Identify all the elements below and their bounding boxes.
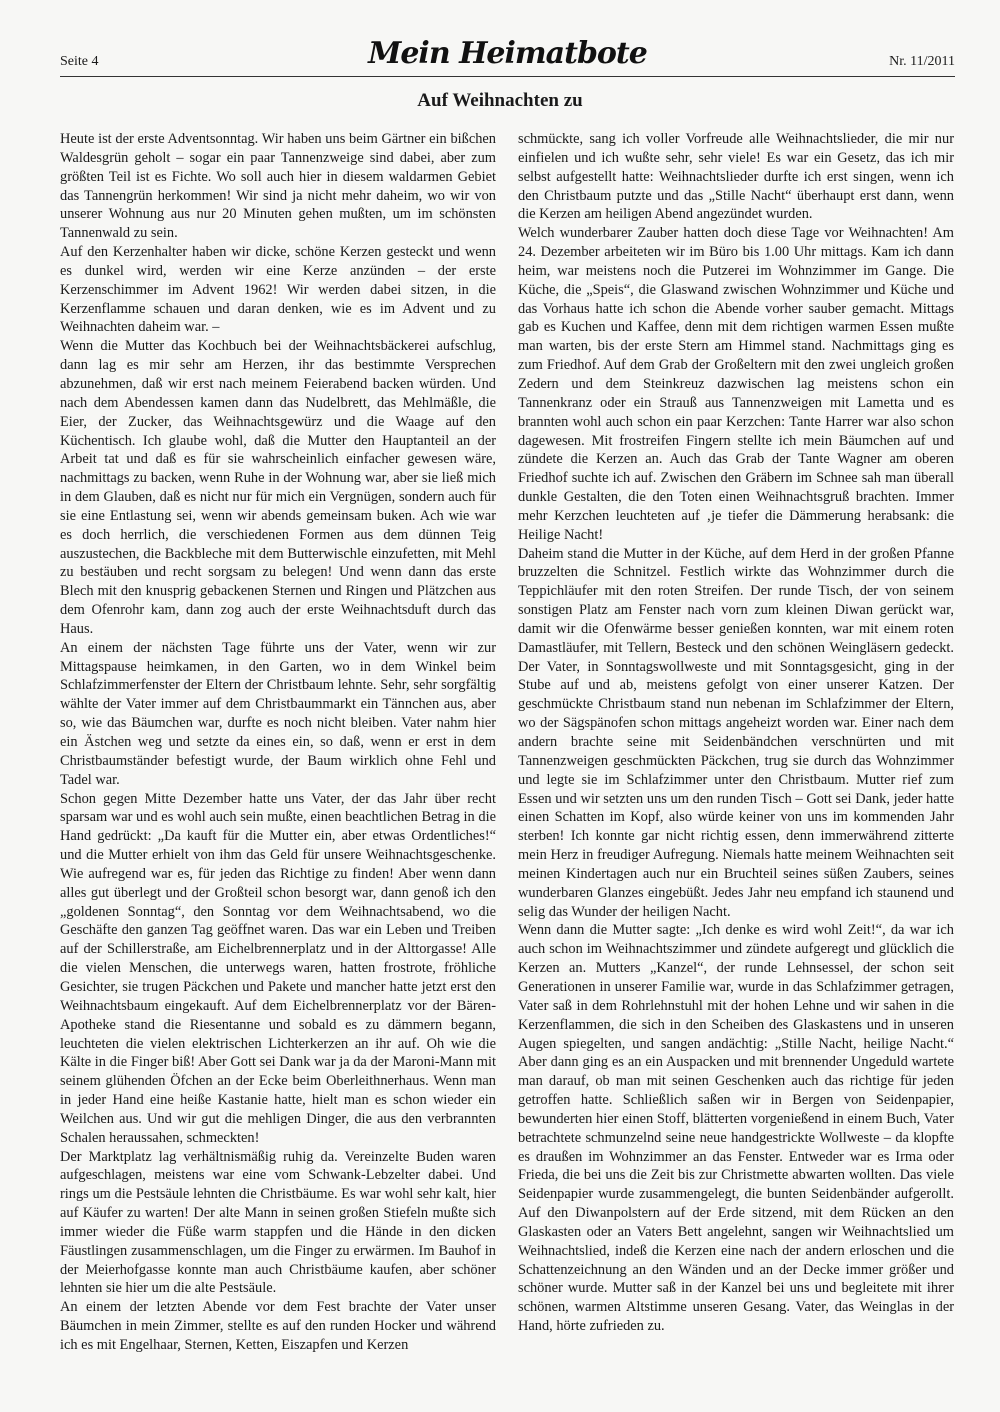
- paragraph: An einem der letzten Abende vor dem Fest brachte der Vater unser Bäumchen in mein Zimmer, stellte es auf den runden Hocker und während ich es mit Engelhaar, Sternen, Ketten, Eiszapfen und Kerzen: [60, 1299, 496, 1353]
- masthead-logo: Mein Heimatbote: [368, 36, 647, 71]
- paragraph: Daheim stand die Mutter in der Küche, auf dem Herd in der großen Pfanne bruzzelten die Schnitzel. Festlich wirkte das Wohnzimmer durch die Teppichläufer mit den roten Streifen. Der runde Tisch, der von seinem sonstigen Platz am Fenster nach vorn zum kleinen Diwan gerückt war, damit wir die Ofenwärme besser genießen konnten, war mit einem roten Damastläufer, mit Tellern, Besteck und den schönen Weingläsern gedeckt. Der Vater, in Sonntagswollweste und mit Sonntagsgesicht, ging in der Stube auf und ab, meistens gefolgt von einer unserer Katzen. Der geschmückte Christbaum stand nun nebenan im Schlafzimmer der Eltern, wo der Sägspänofen schon mittags angeheizt worden war. Einer nach dem andern brachte seine mit Seidenbändchen verschnürten und mit Tannenzweigen geschmückten Päckchen, trug sie durch das Wohnzimmer und legte sie im Schlafzimmer unter den Christbaum. Mutter rief zum Essen und wir setzten uns um den runden Tisch – Gott sei Dank, jeder hatte einen Schatten im Kopf, also würde keiner von uns im kommenden Jahr sterben! Ich konnte gar nicht richtig essen, denn immerwährend zitterte mein Herz in freudiger Aufregung. Niemals hatte meinem Weihnachten seit meinen Kindertagen auch nur ein Bruchteil seines süßen Zaubers, seines wunderbaren Glanzes eingebüßt. Jedes Jahr neu empfand ich staunend und selig das Wunder der heiligen Nacht.: [518, 545, 954, 920]
- paragraph: Heute ist der erste Adventsonntag. Wir haben uns beim Gärtner ein bißchen Waldesgrün geholt – sogar ein paar Tannenzweige sind dabei, aber zum größten Teil ist es Fichte. Wo soll auch hier in diesem waldarmen Gebiet das Tannengrün herkommen! Wir sind ja nicht mehr daheim, wo wir von unserer Wohnung aus nur 20 Minuten gehen mußten, um im schönsten Tannenwald zu sein.: [60, 131, 496, 242]
- paragraph: Auf den Kerzenhalter haben wir dicke, schöne Kerzen gesteckt und wenn es dunkel wird, werden wir eine Kerze anzünden – der erste Kerzenschimmer im Advent 1962! Wir werden dabei sitzen, in die Kerzenflamme schauen und daran denken, wie es im Advent und zu Weihnachten daheim war. –: [60, 244, 496, 336]
- issue-number: Nr. 11/2011: [889, 54, 955, 69]
- page-number: Seite 4: [60, 54, 99, 69]
- paragraph: Wenn dann die Mutter sagte: „Ich denke es wird wohl Zeit!“, da war ich auch schon im Weihnachtszimmer und zündete aufgeregt und glücklich die Kerzen an. Mutters „Kanzel“, der runde Lehnsessel, der schon seit Generationen in unserer Familie war, wurde in das Schlafzimmer getragen, Vater saß in dem Rohrlehnstuhl mit der hohen Lehne und wir sahen in die Kerzenflammen, die sich in den Scheiben des Glaskastens und in unseren Augen spiegelten, und sangen andächtig: „Stille Nacht, heilige Nacht.“ Aber dann ging es an ein Auspacken und mit brennender Ungeduld wartete man darauf, ob man mit seinen Geschenken auch das richtige für jeden getroffen hatte. Schließlich saßen wir in Bergen von Seidenpapier, bewunderten hier einen Stoff, blätterten vorgenießend in einem Buch, Vater betrachtete schmunzelnd seine neue handgestrickte Wollweste – da klopfte es draußen im Wohnzimmer an das Fenster. Entweder war es Irma oder Frieda, die bei uns die Zeit bis zur Christmette abwarten wollten. Das viele Seidenpapier wurde zusammengelegt, die bunten Seidenbänder aufgerollt. Auf den Diwanpolstern auf der Erde sitzend, mit dem Rücken an den Glaskasten oder an Vaters Bett angelehnt, sangen wir Weihnachtslied um Weihnachtslied, indeß die Kerzen eine nach der andern erloschen und die Schattenzeichnung an den Wänden und an der Decke immer größer und schöner wurde. Mutter saß in der Kanzel bei uns und begleitete mit ihrer schönen, warmen Altstimme unseren Gesang. Vater, das Weinglas in der Hand, hörte zufrieden zu.: [518, 922, 954, 1335]
- paragraph: An einem der nächsten Tage führte uns der Vater, wenn wir zur Mittagspause heimkamen, in den Garten, wo in dem Winkel beim Schlafzimmerfenster der Eltern der Christbaum lehnte. Sehr, sehr sorgfältig wählte der Vater immer auf dem Christbaummarkt ein Tännchen aus, aber so, wie das Bäumchen war, durfte es noch nicht bleiben. Vater nahm hier ein Ästchen weg und setzte da eines ein, so daß, wenn er erst in dem Christbaumständer befestigt wurde, der Baum wirklich ohne Fehl und Tadel war.: [60, 639, 496, 788]
- paragraph: Welch wunderbarer Zauber hatten doch diese Tage vor Weihnachten! Am 24. Dezember arbeiteten wir im Büro bis 1.00 Uhr mittags. Kam ich dann heim, war meistens noch die Putzerei im Wohnzimmer im Gange. Die Küche, die „Speis“, die Glaswand zwischen Wohnzimmer und Küche und das Vorhaus hatte ich schon die Abende vorher sauber gemacht. Mittags gab es Kuchen und Kaffee, denn mit dem richtigen warmen Essen mußte man warten, bis der erste Stern am Himmel stand. Nachmittags ging es zum Friedhof. Auf dem Grab der Großeltern mit den zwei ungleich großen Zedern und dem Steinkreuz dazwischen lag meistens schon ein Tannenkranz oder ein Strauß aus Tannenzweigen mit Lametta und es brannten wohl auch schon ein paar Kerzchen: Tante Harrer war also schon dagewesen. Mit frostreifen Fingern stellte ich mein Bäumchen auf und zündete die Kerzen an. Auch das Grab der Tante Wagner am oberen Friedhof suchte ich auf. Zwischen den Gräbern im Schnee sah man überall dunkle Gestalten, die den Toten einen Weihnachtsgruß brachten. Immer mehr Kerzchen leuchteten auf ‚je tiefer die Dämmerung herabsank: die Heilige Nacht!: [518, 225, 954, 543]
- left-column: [60, 130, 496, 1355]
- paragraph: Wenn die Mutter das Kochbuch bei der Weihnachtsbäckerei aufschlug, dann lag es mir sehr am Herzen, ihr das bestimmte Versprechen abzunehmen, daß wir erst nach meinem Feierabend backen würden. Und nach dem Abendessen kamen dann das Nudelbrett, das Mehlmäßle, die Eier, der Zucker, das Weihnachtsgewürz und die Waage auf den Küchentisch. Ich glaube wohl, daß die Mutter den Hauptanteil an der Arbeit tat und daß es für sie wahrscheinlich einfacher gewesen wäre, nachmittags zu backen, wenn Ruhe in der Wohnung war, aber sie ließ mich in dem Glauben, daß es nicht nur für mich ein Vergnügen, sondern auch für sie eine Entlastung sei, wenn wir abends gemeinsam buken. Ach wie war es doch herrlich, die verschiedenen Formen aus dem dünnen Teig auszustechen, die Backbleche mit dem Butterwischle einzufetten, mit Mehl zu bestäuben und recht sorgsam zu belegen! Und wenn dann das erste Blech mit den knusprig gebackenen Sternen und Ringen und Plätzchen aus dem Ofenrohr kam, dann zog auch der erste Weihnachtsduft durch das Haus.: [60, 338, 496, 637]
- header-rule: [60, 76, 955, 77]
- paragraph: schmückte, sang ich voller Vorfreude alle Weihnachtslieder, die mir nur einfielen und ich wußte sehr, sehr viele! Es war ein Gesetz, das ich mir selbst aufgestellt hatte: Weihnachtslieder durfte ich erst singen, wenn ich den Christbaum putzte und das „Stille Nacht“ überhaupt erst dann, wenn die Kerzen am heiligen Abend angezündet wurden.: [518, 131, 954, 223]
- article-title: Auf Weihnachten zu: [417, 90, 583, 111]
- paragraph: Der Marktplatz lag verhältnismäßig ruhig da. Vereinzelte Buden waren aufgeschlagen, meistens war eine vom Schwank-Lebzelter dabei. Und rings um die Pestsäule lehnten die Christbäume. Es war wohl sehr kalt, hier auf Käufer zu warten! Der alte Mann in seinen großen Stiefeln mußte sich immer wieder die Füße warm stappfen und die Hände in den dicken Fäustlingen zusammenschlagen, um die Finger zu erwärmen. Im Bauhof in der Meierhofgasse konnte man auch Christbäume kaufen, aber schöner lehnten sie hier um die alte Pestsäule.: [60, 1148, 496, 1297]
- right-column: [518, 130, 954, 1336]
- page-header: [60, 36, 955, 72]
- paragraph: Schon gegen Mitte Dezember hatte uns Vater, der das Jahr über recht sparsam war und es wohl auch sein mußte, einen beachtlichen Betrag in die Hand gedrückt: „Da kauft für die Mutter ein, aber etwas Ordentliches!“ und die Mutter erhielt von ihm das Geld für unsere Weihnachtsgeschenke. Wie aufregend war es, für jeden das Richtige zu finden! Aber wenn dann alles gut überlegt und der Großteil schon besorgt war, dann genoß ich den „goldenen Sonntag“, den Sonntag vor dem Weihnachtsabend, wo die Geschäfte den ganzen Tag geöffnet waren. Das war ein Leben und Treiben auf der Schillerstraße, am Eichelbrennerplatz und in der Alttorgasse! Alle die vielen Menschen, die unterwegs waren, hatten frostrote, fröhliche Gesichter, sie trugen Päckchen und Pakete und mancher hatte jetzt erst den Weihnachtsbaum eingekauft. Auf dem Eichelbrennerplatz vor der Bären-Apotheke stand die Riesentanne und sobald es zu dämmern begann, leuchteten die vielen elektrischen Lichterkerzen an ihr auf. Oh wie die Kälte in die Finger biß! Aber Gott sei Dank war ja da der Maroni-Mann mit seinem glühenden Öfchen an der Ecke beim Oberleithnerhaus. Wenn man in jeder Hand eine heiße Kastanie hatte, hielt man es schon wieder ein Weilchen aus. Und wir gut die mehligen Dinger, die aus den verbrannten Schalen heraussahen, schmeckten!: [60, 790, 496, 1146]
